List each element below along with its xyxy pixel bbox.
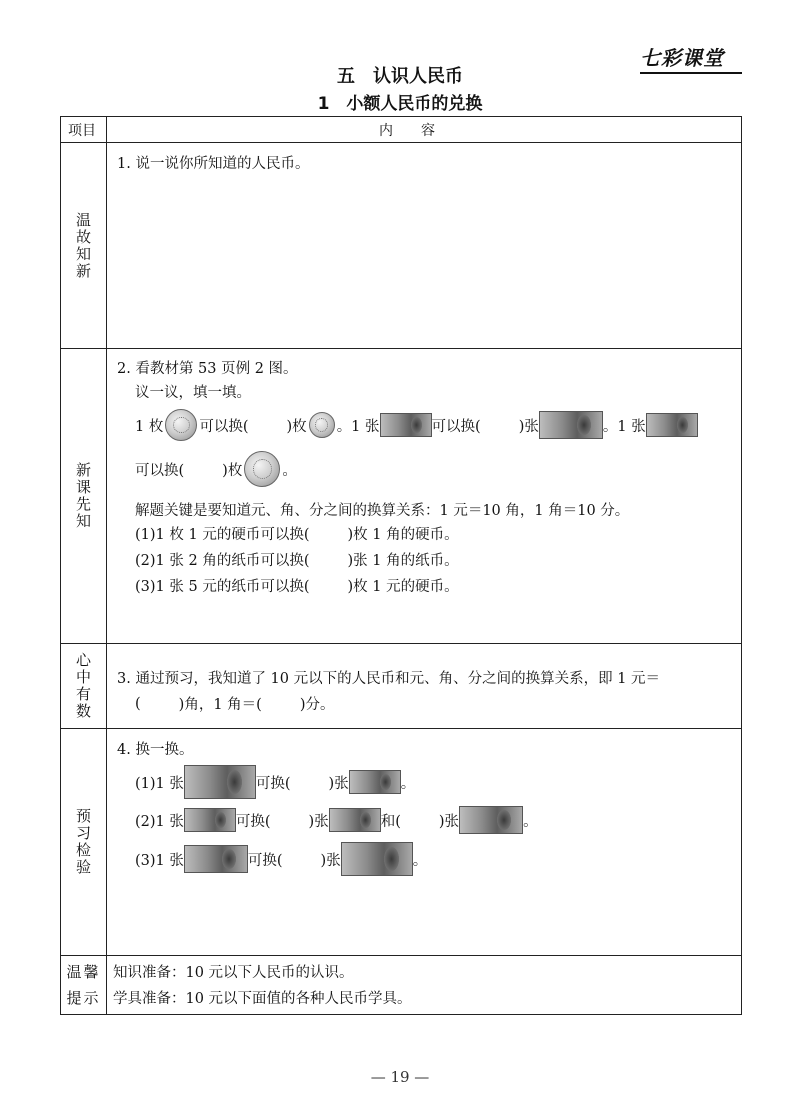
chapter-title: 五 认识人民币	[337, 66, 463, 87]
question-1: 1. 说一说你所知道的人民币。	[117, 156, 310, 172]
fill-row-2: 可以换( )枚 。	[135, 449, 297, 489]
tip-knowledge: 知识准备：10 元以下人民币的认识。	[113, 965, 354, 981]
row-divider	[61, 728, 741, 729]
fill-row-1: 1 枚 可以换( )枚 。1 张 可以换( )张 。1 张	[135, 405, 698, 445]
worksheet-table	[60, 116, 742, 1015]
question-3-line-1: 3. 通过预习，我知道了 10 元以下的人民币和元、角、分之间的换算关系，即 1 元＝	[117, 671, 661, 687]
row-divider	[61, 643, 741, 644]
tip-materials: 学具准备：10 元以下面值的各种人民币学具。	[113, 991, 412, 1007]
one-yuan-banknote-icon	[646, 413, 698, 437]
label-preview: 新课先知	[74, 462, 92, 530]
exchange-row-1: (1)1 张 可换( )张 。	[135, 765, 415, 799]
label-mind: 心中有数	[74, 652, 92, 720]
five-jiao-banknote-icon	[459, 806, 523, 834]
one-yuan-coin-icon	[165, 409, 197, 441]
header-content: 内 容	[379, 123, 435, 139]
one-yuan-banknote-icon	[349, 770, 401, 794]
exchange-row-3: (3)1 张 可换( )张 。	[135, 841, 427, 877]
column-divider	[106, 117, 107, 1014]
question-4: 4. 换一换。	[117, 742, 194, 758]
row-divider	[61, 955, 741, 956]
exchange-row-2: (2)1 张 可换( )张 和( )张 。	[135, 803, 538, 837]
question-2: 2. 看教材第 53 页例 2 图。	[117, 361, 298, 377]
question-2-instruction: 议一议，填一填。	[135, 385, 251, 401]
preview-item-3: (3)1 张 5 元的纸币可以换( )枚 1 元的硬币。	[135, 579, 459, 595]
one-jiao-banknote-icon	[380, 413, 432, 437]
label-review: 温故知新	[74, 211, 92, 280]
five-jiao-banknote-icon	[539, 411, 603, 439]
row-divider	[61, 348, 741, 349]
label-check: 预习检验	[74, 808, 92, 876]
one-yuan-coin-icon	[244, 451, 280, 487]
page-number: — 19 —	[370, 1068, 430, 1086]
one-jiao-banknote-icon	[184, 808, 236, 832]
lesson-title: 1 小额人民币的兑换	[317, 94, 483, 114]
two-jiao-banknote-icon	[329, 808, 381, 832]
label-tips: 温馨 提示	[66, 963, 101, 1007]
brand-text: 七彩课堂	[640, 46, 724, 70]
preview-item-2: (2)1 张 2 角的纸币可以换( )张 1 角的纸币。	[135, 553, 459, 569]
ten-yuan-banknote-icon	[184, 845, 248, 873]
preview-item-1: (1)1 枚 1 元的硬币可以换( )枚 1 角的硬币。	[135, 527, 459, 543]
one-jiao-coin-icon	[309, 412, 335, 438]
row-divider	[61, 142, 741, 143]
five-yuan-banknote-icon	[341, 842, 413, 876]
key-point: 解题关键是要知道元、角、分之间的换算关系：1 元＝10 角，1 角＝10 分。	[135, 503, 630, 519]
two-yuan-banknote-icon	[184, 765, 256, 799]
header-item: 项目	[68, 123, 96, 139]
question-3-line-2: ( )角，1 角＝( )分。	[135, 695, 335, 713]
